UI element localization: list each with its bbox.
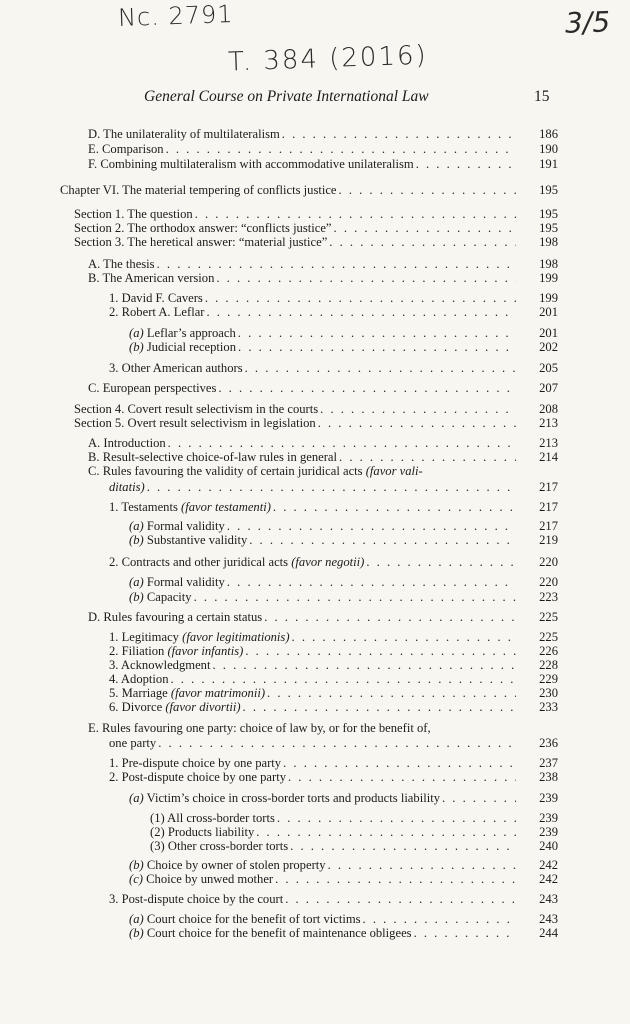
toc-label: 3.: [109, 361, 119, 375]
toc-text-continuation: one party: [109, 736, 157, 750]
toc-page: 242: [539, 858, 558, 872]
toc-text: All cross-border torts: [167, 811, 275, 825]
toc-label: Chapter VI.: [60, 183, 120, 197]
toc-page: 243: [539, 912, 558, 926]
toc-text: Formal validity: [146, 519, 225, 533]
toc-text: Victim’s choice in cross-border torts and products liability: [146, 791, 440, 805]
toc-text: The question: [127, 207, 193, 221]
toc-text: Other cross-border torts: [167, 839, 289, 853]
toc-entry-section: [74, 416, 558, 431]
toc-entry: [88, 610, 558, 625]
toc-entry-section: [74, 235, 558, 250]
toc-entry: [88, 157, 558, 172]
toc-entry-continuation: [109, 480, 558, 495]
toc-page: 239: [539, 811, 558, 825]
toc-page: 217: [539, 500, 558, 514]
running-title: General Course on Private International Law: [144, 88, 429, 105]
toc-text: Leflar’s approach: [146, 326, 236, 340]
toc-text: Post-dispute choice by one party: [121, 770, 286, 784]
handwritten-accession-number: Nc. 2791: [117, 0, 234, 33]
toc-page: 195: [539, 183, 558, 197]
toc-entry: [109, 658, 558, 673]
toc-label: 2.: [109, 644, 119, 658]
toc-label: (b): [129, 533, 144, 547]
toc-entry: [109, 756, 558, 771]
toc-label: (b): [129, 590, 144, 604]
toc-page: 198: [539, 257, 558, 271]
toc-text: Overt result selectivism in legislation: [127, 416, 316, 430]
toc-entry: [129, 858, 558, 873]
toc-label: 1.: [109, 500, 119, 514]
toc-page: 208: [539, 402, 558, 416]
toc-text: Pre-dispute choice by one party: [121, 756, 282, 770]
toc-label: 1.: [109, 630, 119, 644]
toc-text: Choice by owner of stolen property: [146, 858, 326, 872]
toc-text: European perspectives: [102, 381, 217, 395]
toc-entry: [129, 791, 558, 806]
toc-entry: [109, 361, 558, 376]
toc-page: 213: [539, 416, 558, 430]
toc-text: The heretical answer: “material justice”: [127, 235, 328, 249]
toc-entry: [129, 533, 558, 548]
toc-latin-term: (favor testamenti): [181, 500, 271, 514]
toc-page: 233: [539, 700, 558, 714]
toc-page: 199: [539, 291, 558, 305]
toc-text: Marriage: [121, 686, 168, 700]
toc-latin-term: (favor vali-: [365, 464, 423, 478]
toc-label: Section 3.: [74, 235, 125, 249]
toc-page: 240: [539, 839, 558, 853]
toc-latin-term: (favor negotii): [291, 555, 365, 569]
toc-label: E.: [88, 142, 99, 156]
toc-label: B.: [88, 271, 100, 285]
running-header: [0, 88, 630, 108]
toc-page: 219: [539, 533, 558, 547]
toc-entry: [109, 700, 558, 715]
toc-text: Other American authors: [121, 361, 243, 375]
toc-entry-section: [74, 402, 558, 417]
toc-text: Filiation: [121, 644, 165, 658]
toc-label: 5.: [109, 686, 119, 700]
toc-text: Introduction: [103, 436, 166, 450]
toc-entry: [109, 892, 558, 907]
toc-entry-chapter: [60, 183, 558, 198]
toc-label: 1.: [109, 756, 119, 770]
toc-text: Covert result selectivism in the courts: [127, 402, 319, 416]
toc-entry: [150, 825, 558, 840]
toc-label: (2): [150, 825, 165, 839]
toc-entry: [150, 839, 558, 854]
toc-page: 217: [539, 480, 558, 494]
toc-label: 1.: [109, 291, 119, 305]
toc-label: B.: [88, 450, 100, 464]
toc-entry: [129, 326, 558, 341]
toc-page: 201: [539, 305, 558, 319]
toc-entry: [129, 575, 558, 590]
toc-latin-term: (favor divortii): [165, 700, 241, 714]
toc-entry: [109, 555, 558, 570]
toc-label: C.: [88, 464, 100, 478]
toc-label: (a): [129, 519, 144, 533]
toc-page: 214: [539, 450, 558, 464]
toc-page: 207: [539, 381, 558, 395]
toc-label: Section 2.: [74, 221, 125, 235]
toc-entry: [88, 142, 558, 157]
toc-page: 202: [539, 340, 558, 354]
toc-label: (a): [129, 791, 144, 805]
toc-label: (a): [129, 912, 144, 926]
toc-label: (b): [129, 926, 144, 940]
toc-page: 199: [539, 271, 558, 285]
toc-text: The unilaterality of multilateralism: [103, 127, 280, 141]
toc-page: 223: [539, 590, 558, 604]
toc-page: 238: [539, 770, 558, 784]
toc-page: 229: [539, 672, 558, 686]
toc-text: Contracts and other juridical acts: [121, 555, 289, 569]
toc-label: (3): [150, 839, 165, 853]
toc-text: Post-dispute choice by the court: [121, 892, 284, 906]
toc-label: E.: [88, 721, 99, 735]
toc-text: Court choice for the benefit of maintenance obligees: [146, 926, 412, 940]
toc-entry: [109, 672, 558, 687]
toc-text: Capacity: [146, 590, 192, 604]
toc-entry: [88, 450, 558, 465]
toc-text: Result-selective choice-of-law rules in general: [102, 450, 338, 464]
toc-label: (b): [129, 340, 144, 354]
toc-text: Acknowledgment: [120, 658, 211, 672]
toc-text: The thesis: [103, 257, 155, 271]
toc-page: 239: [539, 791, 558, 805]
toc-label: Section 1.: [74, 207, 125, 221]
toc-entry: [109, 291, 558, 306]
toc-text: The orthodox answer: “conflicts justice”: [127, 221, 332, 235]
toc-page: 198: [539, 235, 558, 249]
toc-entry: [109, 686, 558, 701]
toc-page: 243: [539, 892, 558, 906]
toc-label: 4.: [109, 672, 119, 686]
toc-label: F.: [88, 157, 98, 171]
toc-page: 230: [539, 686, 558, 700]
toc-entry: [150, 811, 558, 826]
toc-entry: [129, 926, 558, 941]
toc-text: Substantive validity: [146, 533, 248, 547]
toc-text: David F. Cavers: [121, 291, 203, 305]
toc-text: Rules favouring one party: choice of law by, or for the benefit of,: [102, 721, 431, 735]
toc-text: Robert A. Leflar: [121, 305, 205, 319]
toc-entry: [88, 464, 518, 479]
toc-text: Divorce: [121, 700, 163, 714]
toc-label: A.: [88, 257, 101, 271]
toc-text: Rules favouring the validity of certain juridical acts: [102, 464, 363, 478]
toc-text: Choice by unwed mother: [146, 872, 274, 886]
toc-label: 3.: [109, 658, 119, 672]
toc-entry: [88, 381, 558, 396]
toc-text: Rules favouring a certain status: [103, 610, 263, 624]
toc-label: (a): [129, 575, 144, 589]
toc-label: Section 5.: [74, 416, 125, 430]
toc-entry: [129, 872, 558, 887]
toc-latin-term: ditatis): [109, 480, 145, 494]
toc-entry: [88, 127, 558, 142]
toc-latin-term: (favor matrimonii): [170, 686, 266, 700]
toc-page: 242: [539, 872, 558, 886]
toc-entry-continuation: [109, 736, 558, 751]
handwritten-shelf-mark: 3/5: [564, 5, 611, 40]
toc-text: Judicial reception: [146, 340, 237, 354]
toc-page: 190: [539, 142, 558, 156]
toc-page: 195: [539, 221, 558, 235]
toc-text: Testaments: [121, 500, 178, 514]
toc-page: 228: [539, 658, 558, 672]
toc-entry: [129, 590, 558, 605]
toc-text: Legitimacy: [121, 630, 179, 644]
toc-label: (1): [150, 811, 165, 825]
toc-text: The material tempering of conflicts justice: [122, 183, 337, 197]
toc-entry-section: [74, 207, 558, 222]
toc-entry: [109, 305, 558, 320]
toc-text: The American version: [102, 271, 215, 285]
toc-page: 239: [539, 825, 558, 839]
toc-page: 225: [539, 610, 558, 624]
toc-page: 226: [539, 644, 558, 658]
toc-entry: [109, 770, 558, 785]
toc-label: (b): [129, 858, 144, 872]
toc-label: D.: [88, 127, 101, 141]
toc-label: 3.: [109, 892, 119, 906]
toc-entry: [88, 721, 518, 736]
toc-latin-term: (favor infantis): [167, 644, 244, 658]
toc-entry: [88, 271, 558, 286]
toc-entry-section: [74, 221, 558, 236]
toc-label: A.: [88, 436, 101, 450]
toc-page: 236: [539, 736, 558, 750]
toc-entry: [88, 257, 558, 272]
toc-page: 244: [539, 926, 558, 940]
toc-text: Adoption: [120, 672, 169, 686]
toc-label: 2.: [109, 305, 119, 319]
toc-entry: [109, 644, 558, 659]
toc-entry: [129, 912, 558, 927]
toc-page: 220: [539, 575, 558, 589]
toc-entry: [109, 630, 558, 645]
toc-page: 195: [539, 207, 558, 221]
toc-text: Products liability: [167, 825, 255, 839]
toc-label: 2.: [109, 770, 119, 784]
toc-page: 186: [539, 127, 558, 141]
toc-page: 237: [539, 756, 558, 770]
toc-page: 217: [539, 519, 558, 533]
toc-entry: [88, 436, 558, 451]
toc-page: 220: [539, 555, 558, 569]
toc-label: Section 4.: [74, 402, 125, 416]
toc-text: Combining multilateralism with accommodative unilateralism: [100, 157, 414, 171]
toc-label: 6.: [109, 700, 119, 714]
toc-label: C.: [88, 381, 100, 395]
toc-label: (c): [129, 872, 143, 886]
toc-entry: [129, 340, 558, 355]
toc-label: D.: [88, 610, 101, 624]
toc-label: 2.: [109, 555, 119, 569]
handwritten-call-number: T. 384 (2016): [227, 40, 429, 78]
toc-entry: [109, 500, 558, 515]
toc-text: Comparison: [102, 142, 164, 156]
toc-text: Court choice for the benefit of tort victims: [146, 912, 361, 926]
toc-page: 201: [539, 326, 558, 340]
toc-page: 213: [539, 436, 558, 450]
toc-latin-term: (favor legitimationis): [182, 630, 290, 644]
toc-page: 225: [539, 630, 558, 644]
toc-page: 191: [539, 157, 558, 171]
toc-label: (a): [129, 326, 144, 340]
page-number: 15: [534, 88, 550, 105]
toc-text: Formal validity: [146, 575, 225, 589]
toc-entry: [129, 519, 558, 534]
toc-page: 205: [539, 361, 558, 375]
